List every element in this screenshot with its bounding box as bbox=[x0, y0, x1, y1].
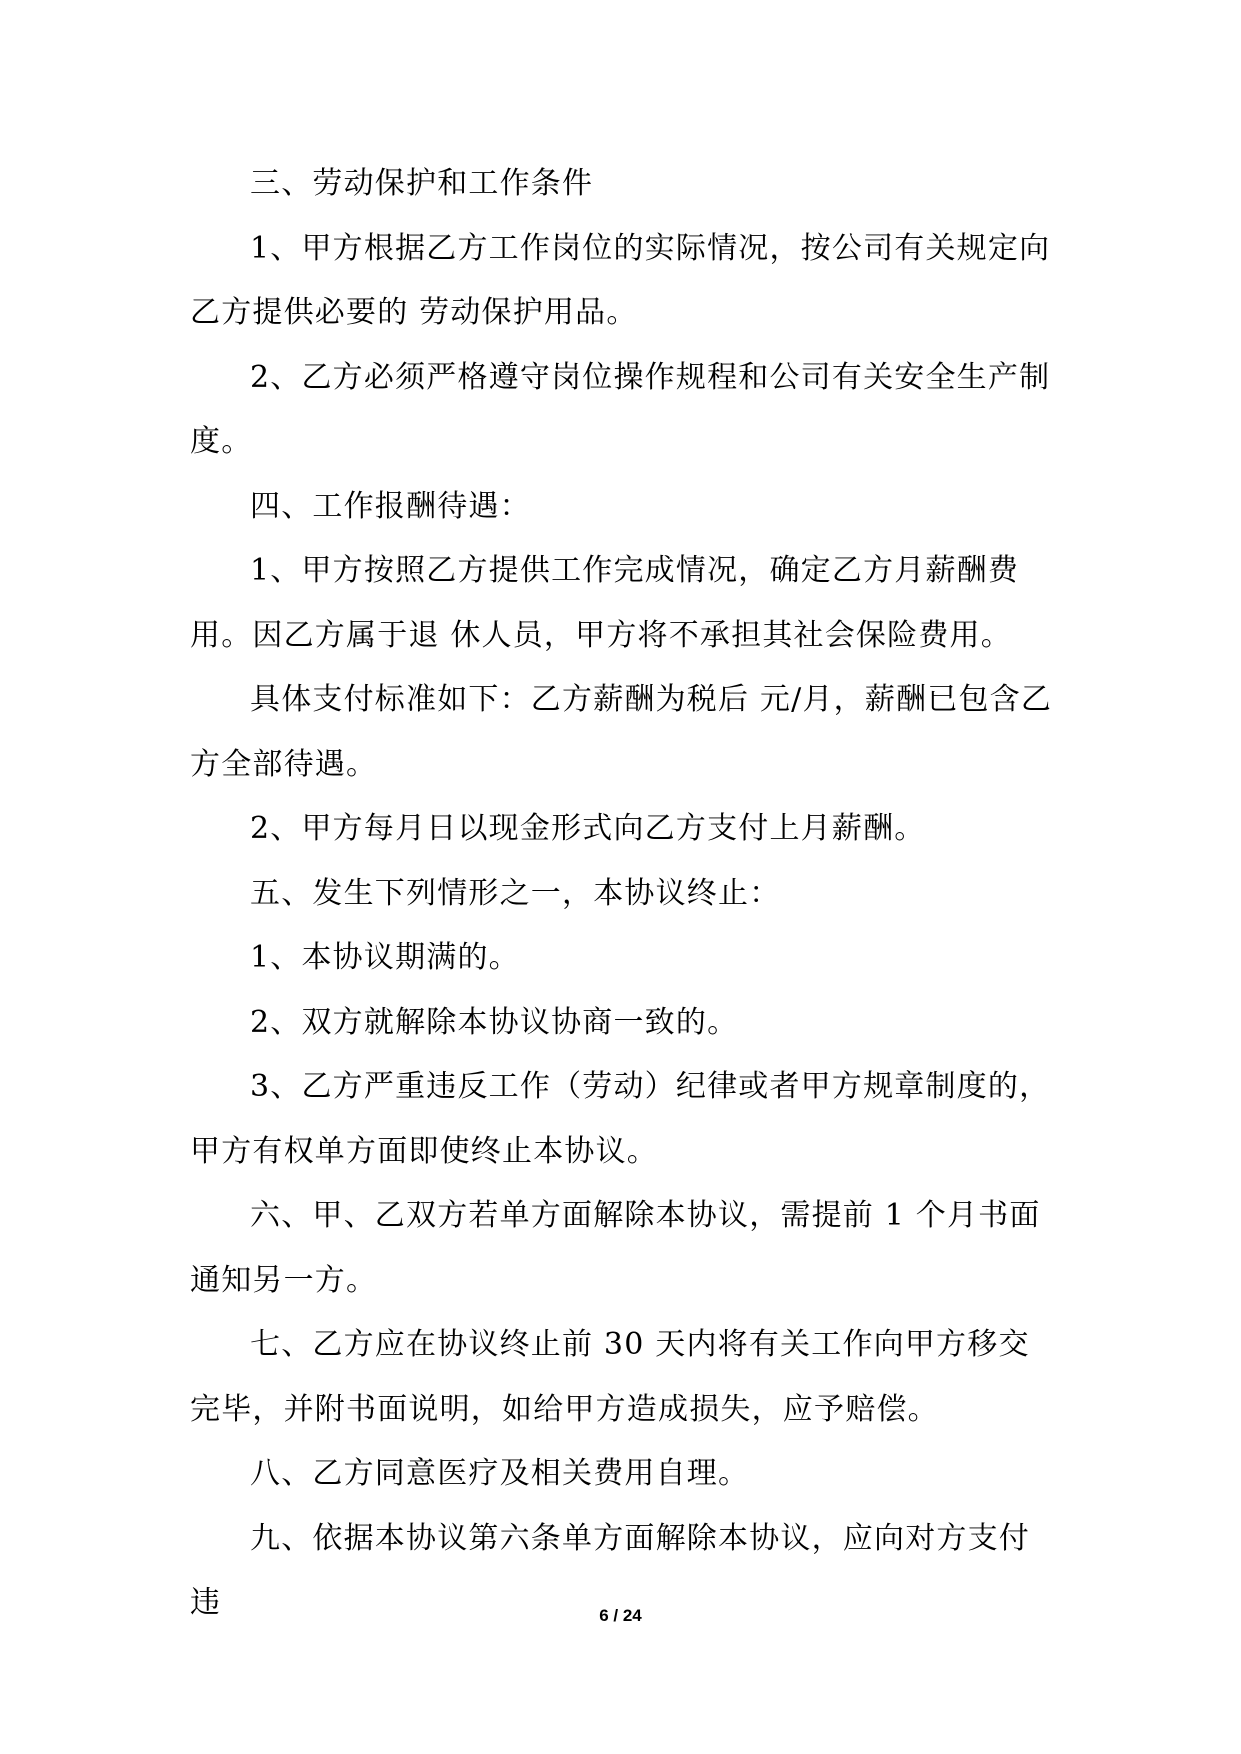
paragraph-safety-rules: 2、乙方必须严格遵守岗位操作规程和公司有关安全生产制度。 bbox=[190, 359, 1051, 459]
page-number: 6 / 24 bbox=[599, 1606, 642, 1625]
section-heading-labor-protection: 三、劳动保护和工作条件 bbox=[250, 166, 594, 201]
section-seven-handover: 七、乙方应在协议终止前 30 天内将有关工作向甲方移交完毕，并附书面说明，如给甲方造成损失，应予赔偿。 bbox=[190, 1327, 1030, 1427]
section-six-notice: 六、甲、乙双方若单方面解除本协议，需提前 1 个月书面通知另一方。 bbox=[190, 1198, 1041, 1298]
section-heading-termination: 五、发生下列情形之一，本协议终止： bbox=[250, 875, 781, 911]
paragraph-violation: 3、乙方严重违反工作（劳动）纪律或者甲方规章制度的，甲方有权单方面即使终止本协议。 bbox=[190, 1069, 1051, 1169]
section-eight-medical: 八、乙方同意医疗及相关费用自理。 bbox=[250, 1456, 750, 1491]
paragraph-protection-supplies: 1、甲方根据乙方工作岗位的实际情况，按公司有关规定向乙方提供必要的 劳动保护用品。 bbox=[190, 230, 1051, 330]
paragraph-payment-date: 2、甲方每月日以现金形式向乙方支付上月薪酬。 bbox=[250, 811, 926, 846]
paragraph-mutual-agreement: 2、双方就解除本协议协商一致的。 bbox=[250, 1004, 739, 1040]
section-heading-remuneration: 四、工作报酬待遇： bbox=[250, 488, 531, 524]
document-body bbox=[190, 152, 1060, 1636]
paragraph-term-expiry: 1、本协议期满的。 bbox=[250, 940, 520, 975]
paragraph-monthly-pay: 1、甲方按照乙方提供工作完成情况，确定乙方月薪酬费用。因乙方属于退 休人员，甲方将不承担其社会保险费用。 bbox=[190, 553, 1020, 653]
paragraph-payment-standard: 具体支付标准如下：乙方薪酬为税后 元/月，薪酬已包含乙方全部待遇。 bbox=[190, 682, 1053, 782]
section-nine-penalty: 九、依据本协议第六条单方面解除本协议，应向对方支付违 bbox=[190, 1520, 1030, 1620]
